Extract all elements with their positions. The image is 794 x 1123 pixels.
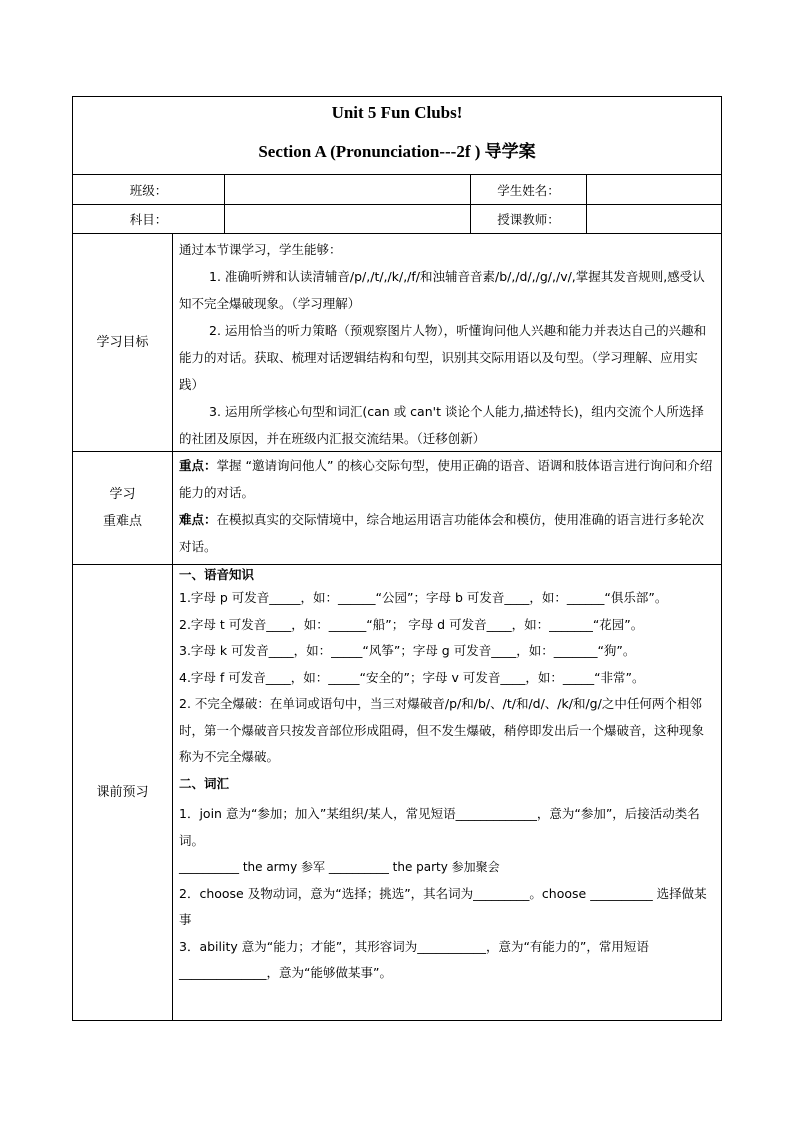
subject-label: 科目： — [73, 205, 225, 233]
phonetics-line: 4.字母 f 可发音____，如：_____“安全的”；字母 v 可发音____，如：_____“非常”。 — [179, 669, 645, 685]
objective-item: 1. 准确听辨和认读清辅音/p/,/t/,/k/,/f/和浊辅音音素/b/,/d/,/g/,/v/,掌握其发音规则,感受认知不完全爆破现象。（学习理解） — [179, 269, 705, 311]
vocab-item: 2．choose 及物动词，意为“选择；挑选”，其名词为_________。choose __________ 选择做某事 — [179, 885, 707, 927]
objective-item: 2. 运用恰当的听力策略（预观察图片人物），听懂询问他人兴趣和能力并表达自己的兴趣和能力的对话。获取、梳理对话逻辑结构和句型，识别其交际用语以及句型。（学习理解、应用实践） — [179, 323, 707, 392]
key-points-label-line1: 学习 — [109, 487, 136, 502]
objectives-label: 学习目标 — [73, 234, 173, 451]
key-point-label: 重点： — [179, 458, 217, 473]
unit-title: Unit 5 Fun Clubs! — [331, 103, 463, 122]
class-label: 班级： — [73, 175, 225, 204]
preview-label: 课前预习 — [73, 565, 173, 1020]
objectives-intro: 通过本节课学习，学生能够： — [179, 242, 342, 257]
preview-row — [73, 565, 721, 1020]
vocab-section-title: 二、词汇 — [179, 775, 230, 791]
vocab-item: __________ the army 参军 __________ the party 参加聚会 — [179, 860, 500, 874]
class-value-field[interactable] — [225, 175, 471, 204]
subject-value-field[interactable] — [225, 205, 471, 233]
difficult-point-label: 难点： — [179, 512, 217, 527]
teacher-field[interactable] — [587, 205, 721, 233]
section-title: Section A (Pronunciation---2f ) 导学案 — [258, 142, 536, 161]
preview-content — [173, 565, 721, 1020]
info-row-class — [73, 175, 721, 205]
worksheet-table — [72, 96, 722, 1021]
difficult-point-text: 在模拟真实的交际情境中，综合地运用语言功能体会和模仿，使用准确的语言进行多轮次对话。 — [179, 512, 705, 554]
title-block — [73, 97, 721, 175]
student-name-field[interactable] — [587, 175, 721, 204]
key-points-label — [73, 452, 173, 564]
student-name-label: 学生姓名： — [471, 175, 587, 204]
info-row-subject — [73, 205, 721, 234]
phonetics-line: 2.字母 t 可发音____，如：______“船”； 字母 d 可发音____，如：_______“花园”。 — [179, 616, 644, 632]
objective-item: 3. 运用所学核心句型和词汇(can 或 can't 谈论个人能力,描述特长)，组内交流个人所选择的社团及原因，并在班级内汇报交流结果。（迁移创新） — [179, 404, 704, 446]
key-point — [179, 452, 713, 506]
vocab-item: 1．join 意为“参加；加入”某组织/某人，常见短语_____________，意为“参加”，后接活动类名词。 — [179, 806, 700, 848]
key-point-text: 掌握 “邀请询问他人” 的核心交际句型，使用正确的语音、语调和肢体语言进行询问和介绍能力的对话。 — [179, 458, 713, 500]
phonetics-section-title: 一、语音知识 — [179, 567, 255, 582]
objectives-row — [73, 234, 721, 452]
key-points-content — [173, 452, 721, 564]
key-points-label-line2: 重难点 — [102, 514, 142, 529]
objectives-content — [173, 234, 721, 451]
vocab-item: 3．ability 意为“能力；才能”，其形容词为___________，意为“有能力的”，常用短语______________，意为“能够做某事”。 — [179, 938, 649, 980]
teacher-label: 授课教师： — [471, 205, 587, 233]
phonetics-line: 3.字母 k 可发音____，如：_____“风筝”；字母 g 可发音____，如：_______“狗”。 — [179, 643, 636, 658]
incomplete-plosion-note: 2. 不完全爆破：在单词或语句中，当三对爆破音/p/和/b/、/t/和/d/、/k/和/g/之中任何两个相邻时，第一个爆破音只按发音部位形成阻碍，但不发生爆破，稍停即发出后一个爆破音，这种现象称为不完全爆破。 — [179, 696, 705, 764]
key-points-row — [73, 452, 721, 565]
phonetics-line: 1.字母 p 可发音_____，如：______“公园”；字母 b 可发音____，如：______“俱乐部”。 — [179, 590, 668, 605]
difficult-point — [179, 506, 713, 560]
